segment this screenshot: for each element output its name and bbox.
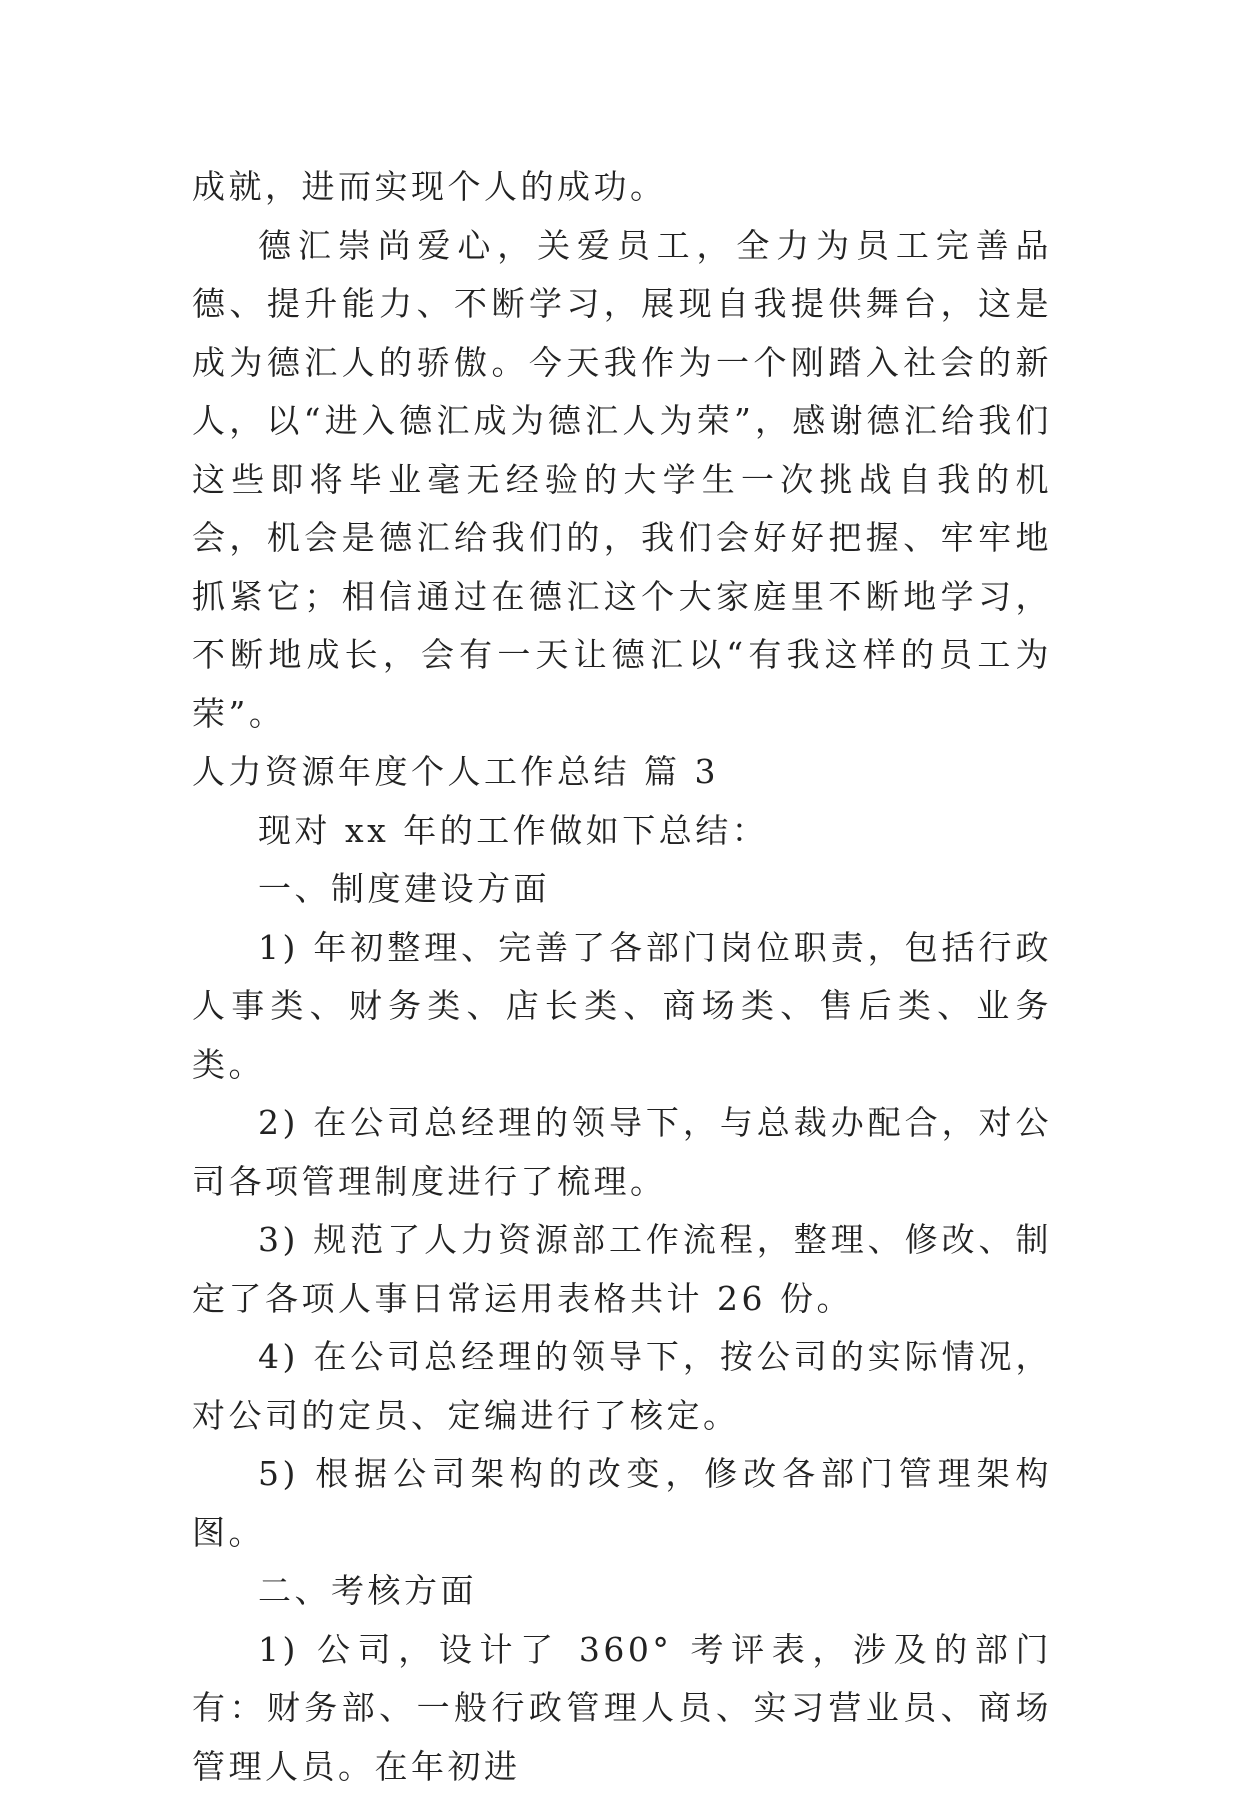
list-item-5: 5) 根据公司架构的改变，修改各部门管理架构图。 <box>192 1445 1052 1562</box>
list-item-4: 4) 在公司总经理的领导下，按公司的实际情况，对公司的定员、定编进行了核定。 <box>192 1328 1052 1445</box>
section-title: 人力资源年度个人工作总结 篇 3 <box>192 743 1052 802</box>
list-item-3: 3) 规范了人力资源部工作流程，整理、修改、制定了各项人事日常运用表格共计 26 份。 <box>192 1211 1052 1328</box>
list-item-1: 1) 年初整理、完善了各部门岗位职责，包括行政人事类、财务类、店长类、商场类、售后类、业务类。 <box>192 919 1052 1095</box>
list-item-2: 2) 在公司总经理的领导下，与总裁办配合，对公司各项管理制度进行了梳理。 <box>192 1094 1052 1211</box>
subheading-assessment: 二、考核方面 <box>192 1562 1052 1621</box>
paragraph-continuation: 成就，进而实现个人的成功。 <box>192 158 1052 217</box>
document-body <box>192 158 1052 1796</box>
subheading-system-building: 一、制度建设方面 <box>192 860 1052 919</box>
assessment-item-1: 1) 公司，设计了 360° 考评表，涉及的部门有：财务部、一般行政管理人员、实习营业员、商场管理人员。在年初进 <box>192 1621 1052 1796</box>
paragraph-dehui: 德汇崇尚爱心，关爱员工，全力为员工完善品德、提升能力、不断学习，展现自我提供舞台，这是成为德汇人的骄傲。今天我作为一个刚踏入社会的新人，以“进入德汇成为德汇人为荣”，感谢德汇给我们这些即将毕业毫无经验的大学生一次挑战自我的机会，机会是德汇给我们的，我们会好好把握、牢牢地抓紧它；相信通过在德汇这个大家庭里不断地学习，不断地成长，会有一天让德汇以“有我这样的员工为荣”。 <box>192 217 1052 744</box>
paragraph-intro: 现对 xx 年的工作做如下总结： <box>192 802 1052 861</box>
